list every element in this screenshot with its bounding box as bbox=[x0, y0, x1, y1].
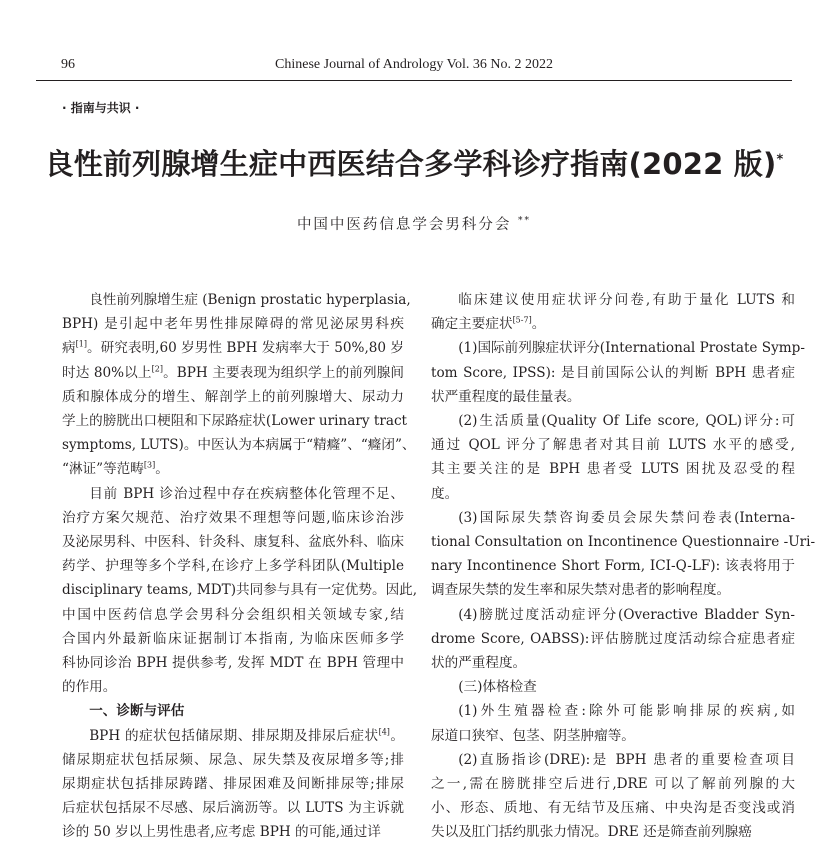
left-column-text-line: 合国内外最新临床证据制订本指南, 为临床医师多学 bbox=[62, 630, 404, 647]
left-column-text-line: 及泌尿男科、中医科、针灸科、康复科、盆底外科、临床 bbox=[62, 534, 404, 551]
journal-header: Chinese Journal of Andrology Vol. 36 No. 2 2022 bbox=[275, 57, 553, 72]
left-column-text-line: 病[1]。研究表明,60 岁男性 BPH 发病率大于 50%,80 岁 bbox=[62, 339, 405, 357]
right-column-text-line: 之一,需在膀胱排空后进行,DRE 可以了解前列腺的大 bbox=[431, 776, 795, 793]
left-column-text-line: 的作用。 bbox=[62, 679, 117, 696]
right-column-text-line: 通过 QOL 评分了解患者对其目前 LUTS 水平的感受, bbox=[431, 437, 795, 454]
right-column-text-line: 其主要关注的是 BPH 患者受 LUTS 困扰及忍受的程 bbox=[431, 461, 795, 478]
right-column-text-line: (三)体格检查 bbox=[458, 679, 537, 696]
right-column-text-line: (3)国际尿失禁咨询委员会尿失禁问卷表(Interna- bbox=[458, 509, 795, 526]
left-column-text-line: 后症状包括尿不尽感、尿后滴沥等。以 LUTS 为主诉就 bbox=[62, 800, 404, 817]
right-column-text-line: (4)膀胱过度活动症评分(Overactive Bladder Syn- bbox=[458, 606, 795, 623]
left-column bbox=[62, 288, 418, 845]
right-column-text-line: 尿道口狭窄、包茎、阴茎肿瘤等。 bbox=[431, 727, 635, 744]
right-column-text-line: 确定主要症状[5-7]。 bbox=[431, 315, 546, 333]
citation-mark: [5-7] bbox=[512, 315, 532, 325]
author-line bbox=[0, 213, 828, 234]
right-column-text-line: 失以及肛门括约肌张力情况。DRE 还是筛查前列腺癌 bbox=[431, 824, 752, 841]
citation-mark: [3] bbox=[143, 460, 156, 470]
author-footnote-mark: ** bbox=[518, 216, 532, 227]
right-column-text-line: 度。 bbox=[431, 485, 459, 502]
right-column-text-line: (1)外生殖器检查:除外可能影响排尿的疾病,如 bbox=[458, 703, 795, 720]
left-column-text-line: disciplinary teams, MDT)共同参与具有一定优势。因此, bbox=[62, 582, 418, 599]
left-column-text-line: 诊的 50 岁以上男性患者,应考虑 BPH 的可能,通过详 bbox=[62, 824, 381, 841]
left-column-text-line: 时达 80%以上[2]。BPH 主要表现为组织学上的前列腺间 bbox=[62, 364, 404, 381]
left-column-text-line: symptoms, LUTS)。中医认为本病属于“精癃”、“癃闭”、 bbox=[62, 437, 416, 454]
left-column-text-line: 中国中医药信息学会男科分会组织相关领域专家,结 bbox=[62, 606, 404, 623]
right-column-text-line: 状的严重程度。 bbox=[431, 655, 527, 672]
left-column-text-line: 质和腺体成分的增生、解剖学上的前列腺增大、尿动力 bbox=[62, 388, 404, 405]
citation-mark: [2] bbox=[151, 364, 163, 374]
header-rule bbox=[36, 80, 792, 81]
left-column-text-line: 药学、护理等多个学科,在诊疗上多学科团队(Multiple bbox=[62, 558, 404, 575]
right-column-text-line: 小、形态、质地、有无结节及压痛、中央沟是否变浅或消 bbox=[431, 800, 795, 817]
citation-mark: [4] bbox=[378, 727, 390, 737]
left-column-text-line: BPH) 是引起中老年男性排尿障碍的常见泌尿男科疾 bbox=[62, 316, 404, 333]
left-column-text-line: 尿期症状包括排尿踌躇、排尿困难及间断排尿等;排尿 bbox=[62, 776, 404, 793]
page-number: 96 bbox=[61, 57, 75, 72]
left-column-text-line: 储尿期症状包括尿频、尿急、尿失禁及夜尿增多等;排 bbox=[62, 751, 404, 768]
article-title-text: 良性前列腺增生症中西医结合多学科诊疗指南(2022 版) bbox=[44, 147, 777, 181]
right-column-text-line: 临床建议使用症状评分问卷,有助于量化 LUTS 和 bbox=[458, 292, 795, 308]
left-column-text-line: BPH 的症状包括储尿期、排尿期及排尿后症状[4]。 bbox=[89, 727, 405, 744]
right-column-text-line: (1)国际前列腺症状评分(International Prostate Symp- bbox=[458, 340, 805, 357]
author-name: 中国中医药信息学会男科分会 bbox=[296, 217, 512, 233]
left-column-text-line: 良性前列腺增生症 (Benign prostatic hyperplasia, bbox=[89, 292, 411, 308]
right-column bbox=[431, 288, 816, 845]
title-footnote-mark: * bbox=[776, 152, 784, 168]
right-column-text-line: tom Score, IPSS): 是目前国际公认的判断 BPH 患者症 bbox=[431, 364, 795, 381]
left-column-text-line: 治疗方案欠规范、治疗效果不理想等问题,临床诊治涉 bbox=[62, 509, 404, 526]
right-column-text-line: 状严重程度的最佳量表。 bbox=[431, 388, 581, 405]
right-column-text-line: (2)直肠指诊(DRE):是 BPH 患者的重要检查项目 bbox=[458, 751, 795, 768]
right-column-text-line: 调查尿失禁的发生率和尿失禁对患者的影响程度。 bbox=[431, 582, 731, 599]
left-column-text-line: “淋证”等范畴[3]。 bbox=[62, 460, 169, 478]
left-column-text-line: 学上的膀胱出口梗阻和下尿路症状(Lower urinary tract bbox=[62, 413, 408, 430]
right-column-text-line: (2)生活质量(Quality Of Life score, QOL)评分:可 bbox=[458, 413, 795, 430]
section-tag: · 指南与共识 · bbox=[62, 101, 140, 115]
right-column-text-line: nary Incontinence Short Form, ICI-Q-LF): 该表将用于 bbox=[431, 558, 795, 575]
right-column-text-line: drome Score, OABSS):评估膀胱过度活动综合症患者症 bbox=[431, 630, 795, 647]
article-title bbox=[0, 142, 828, 183]
left-column-text-line: 科协同诊治 BPH 提供参考, 发挥 MDT 在 BPH 管理中 bbox=[62, 655, 404, 672]
right-column-text-line: tional Consultation on Incontinence Questionnaire -Uri- bbox=[431, 534, 816, 551]
left-column-heading: 一、诊断与评估 bbox=[89, 703, 185, 720]
left-column-text-line: 目前 BPH 诊治过程中存在疾病整体化管理不足、 bbox=[89, 485, 404, 502]
citation-mark: [1] bbox=[75, 339, 87, 349]
